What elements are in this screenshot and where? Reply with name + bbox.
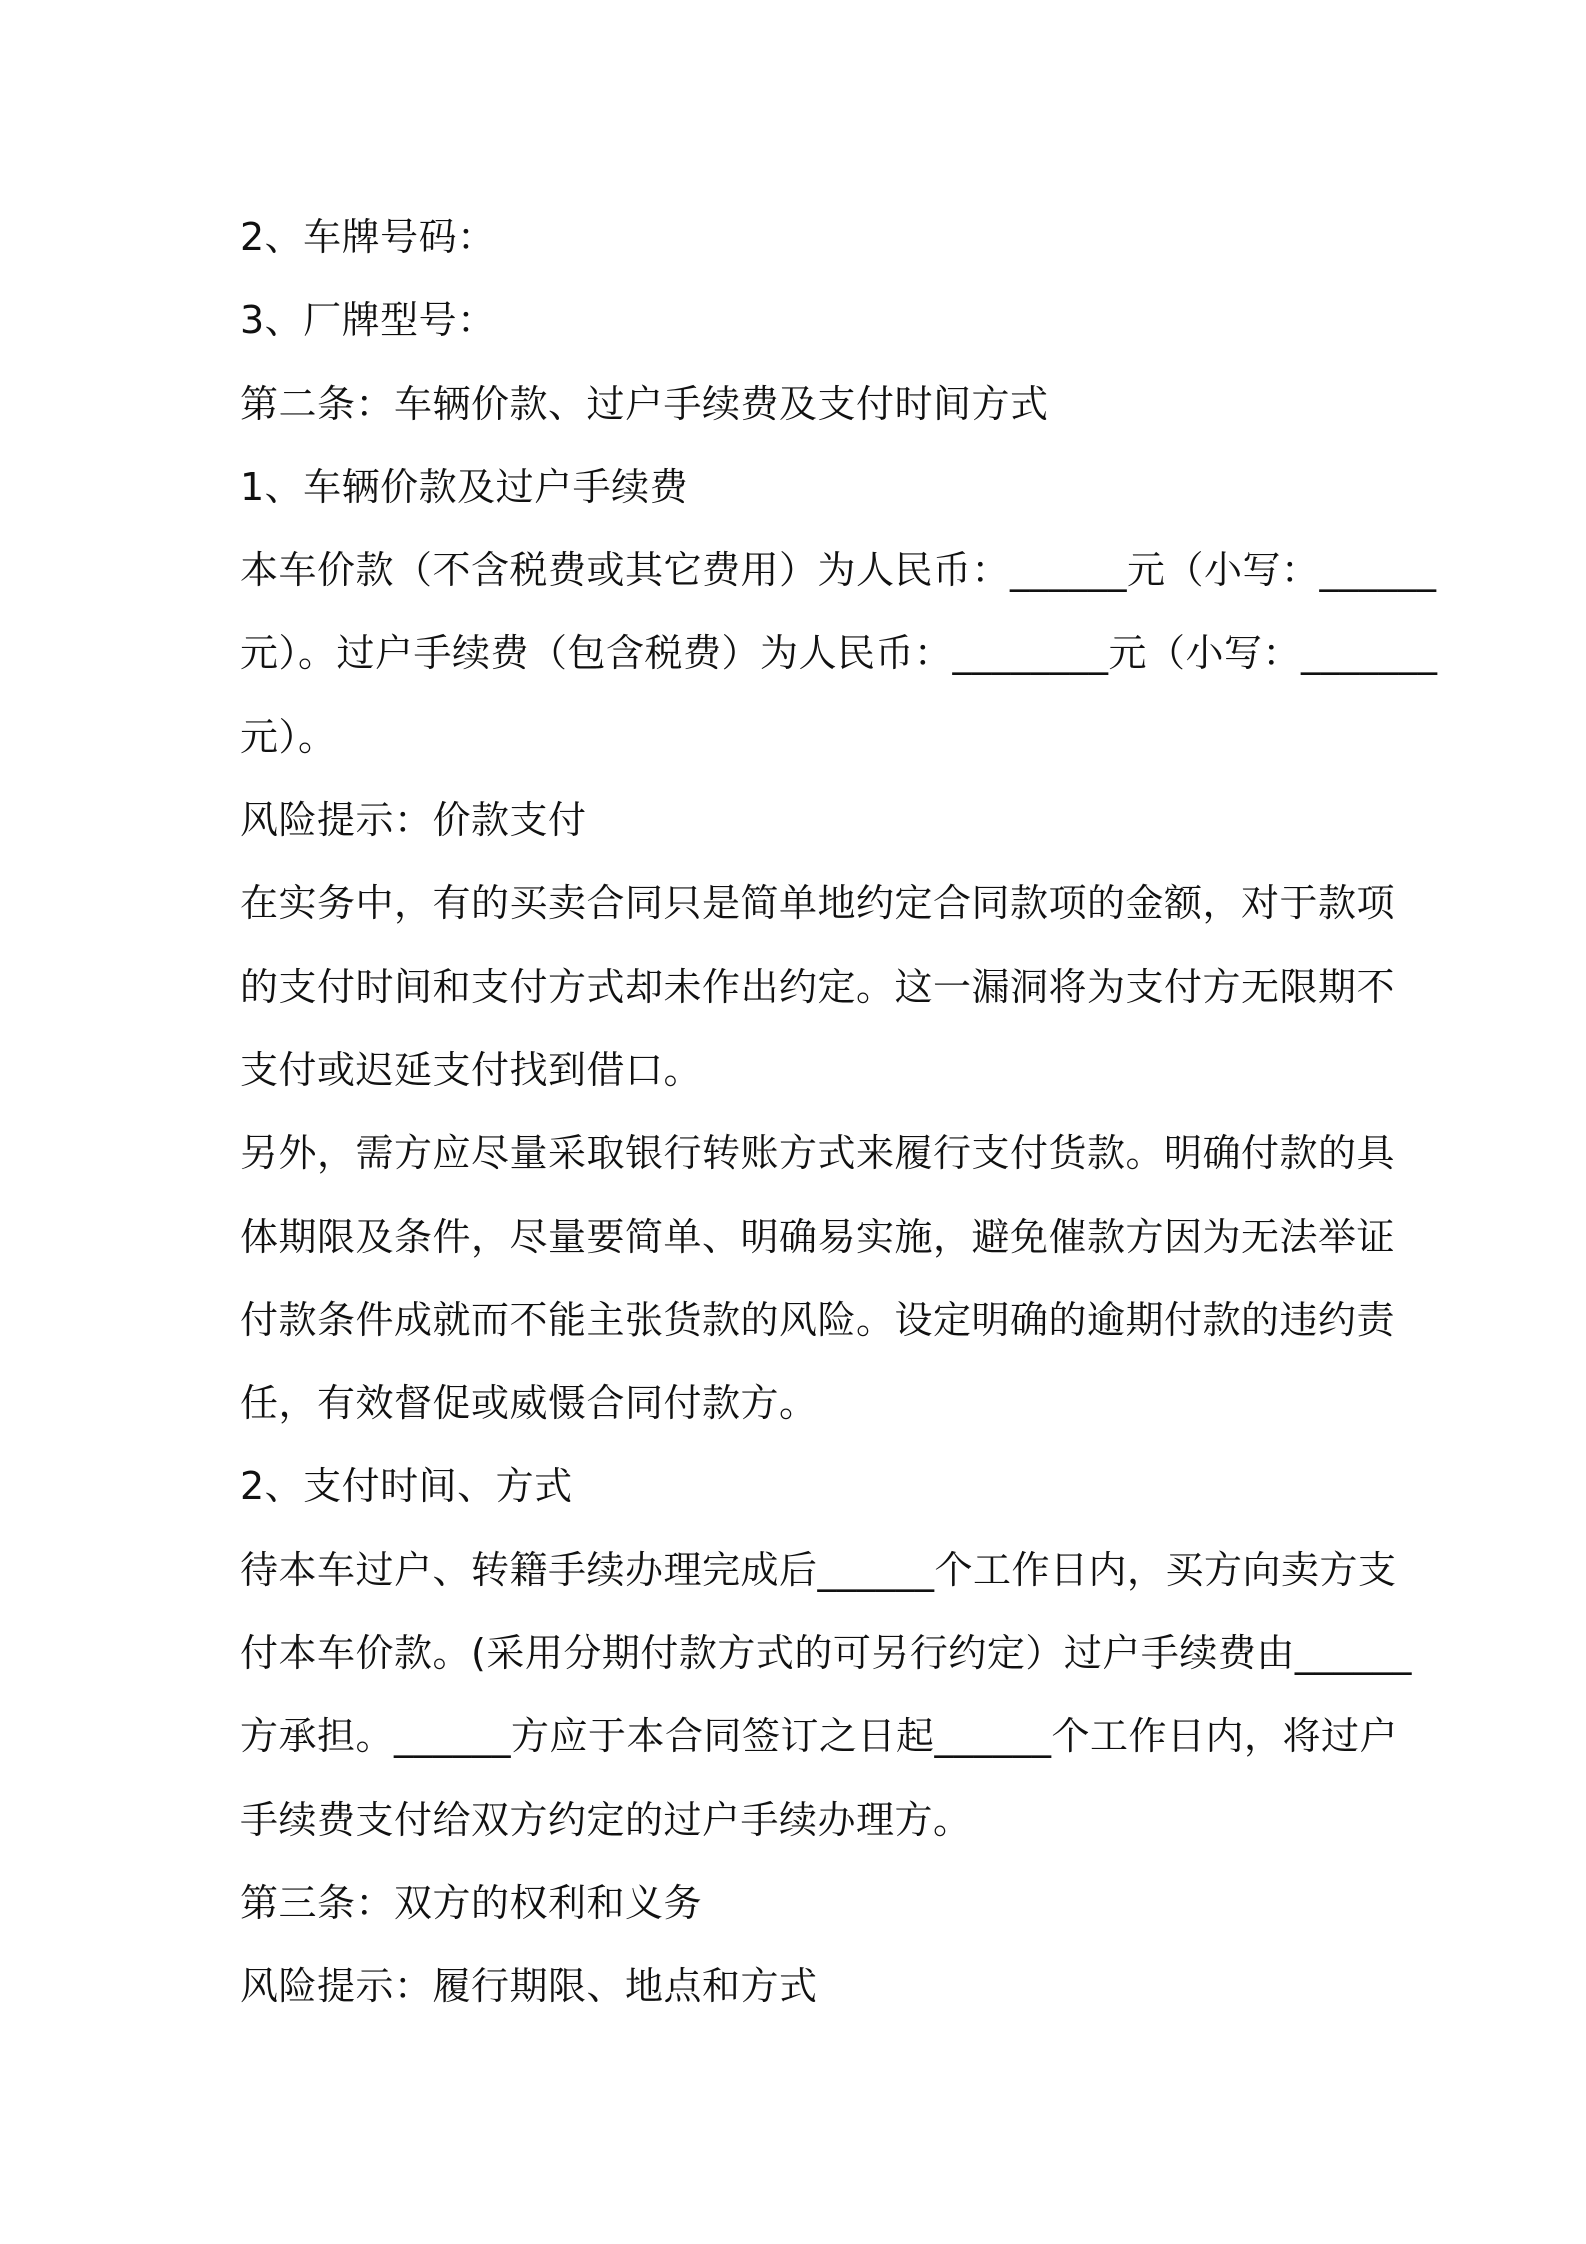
risk-note-para2-line-1: 另外，需方应尽量采取银行转账方式来履行支付货款。明确付款的具: [240, 1131, 1396, 1176]
document-page: [240, 196, 1438, 2029]
license-plate-line: 2、车牌号码：: [240, 215, 496, 259]
payment-line-1: 待本车过户、转籍手续办理完成后______个工作日内，买方向卖方支: [240, 1547, 1397, 1592]
price-fee-subheading: 1、车辆价款及过户手续费: [240, 464, 689, 509]
price-line-3: 元）。: [240, 714, 337, 759]
risk-note-performance-title: 风险提示：履行期限、地点和方式: [240, 1964, 818, 2009]
risk-note-payment-title: 风险提示：价款支付: [240, 798, 587, 843]
risk-note-para2-line-3: 付款条件成就而不能主张货款的风险。设定明确的逾期付款的违约责: [240, 1297, 1396, 1342]
payment-time-method-heading: 2、支付时间、方式: [240, 1464, 573, 1509]
risk-note-para2-line-4: 任，有效督促或威慑合同付款方。: [240, 1381, 818, 1426]
risk-note-para1-line-2: 的支付时间和支付方式却未作出约定。这一漏洞将为支付方无限期不: [240, 964, 1396, 1009]
price-line-1: 本车价款（不含税费或其它费用）为人民币：______元（小写：______: [240, 548, 1437, 593]
article-2-heading: 第二条：车辆价款、过户手续费及支付时间方式: [240, 381, 1049, 426]
price-line-2: 元）。过户手续费（包含税费）为人民币：________元（小写：_______: [240, 631, 1438, 676]
brand-model-line: 3、厂牌型号：: [240, 298, 496, 343]
risk-note-para1-line-1: 在实务中，有的买卖合同只是简单地约定合同款项的金额，对于款项: [240, 881, 1396, 926]
payment-line-4: 手续费支付给双方约定的过户手续办理方。: [240, 1797, 972, 1842]
risk-note-para2-line-2: 体期限及条件，尽量要简单、明确易实施，避免催款方因为无法举证: [240, 1214, 1396, 1259]
article-3-heading: 第三条：双方的权利和义务: [240, 1880, 703, 1925]
payment-line-2: 付本车价款。(采用分期付款方式的可另行约定）过户手续费由______: [240, 1631, 1412, 1676]
payment-line-3: 方承担。______方应于本合同签订之日起______个工作日内，将过户: [240, 1714, 1399, 1759]
risk-note-para1-line-3: 支付或迟延支付找到借口。: [240, 1047, 703, 1092]
